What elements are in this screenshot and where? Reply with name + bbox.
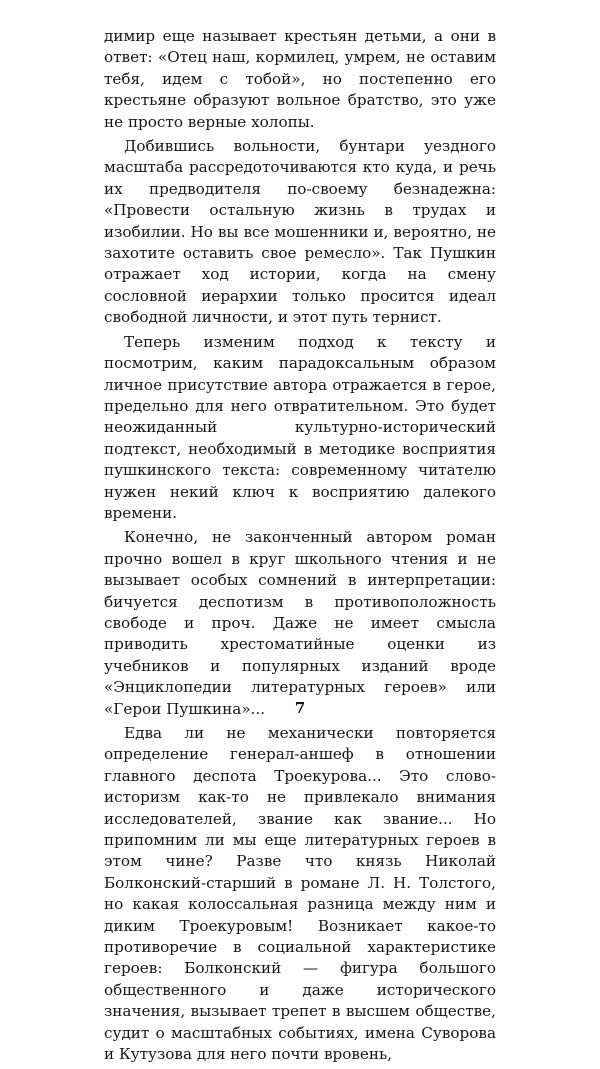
paragraph-rebels: Добившись вольности, бунтари уездного масштаба рассредоточиваются кто куда, и речь их предводителя по-своему безнадежна: «Провести остальную жизнь в трудах и изобилии. Но вы все мошенники и, вероятно, не захотите оставить свое ремесло». Так Пушкин отражает ход истории, когда на смену сословной иерархии только просится идеал свободной личности, и этот путь тернист.	[104, 137, 496, 327]
paragraph-continued: димир еще называет крестьян детьми, а они в ответ: «Отец наш, кормилец, умрем, не оставим тебя, идем с тобой», но постепенно его крестьяне образуют вольное братство, это уже не просто верные холопы.	[104, 27, 496, 131]
page-text-block	[104, 26, 496, 1069]
paragraph-general-anshef: Едва ли не механически повторяется определение генерал-аншеф в отношении главного деспота Троекурова... Это слово-историзм как-то не привлекало внимания исследователей, звание как звание... Но припомним ли мы еще литературных героев в этом чине? Разве что князь Николай Болконский-старший в романе Л. Н. Толстого, но какая колоссальная разница между ним и диким Троекуровым! Возникает какое-то противоречие в социальной характеристике героев: Болконский — фигура большого общественного и даже исторического значения, вызывает трепет в высшем обществе, судит о масштабных событиях, имена Суворова и Кутузова для него почти вровень,	[104, 724, 496, 1064]
paragraph-approach: Теперь изменим подход к тексту и посмотрим, каким парадоксальным образом личное присутствие автора отражается в герое, предельно для него отвратительном. Это будет неожиданный культурно-исторический подтекст, необходимый в методике восприятия пушкинского текста: современному читателю нужен некий ключ к восприятию далекого времени.	[104, 332, 496, 522]
paragraph-school-reading: Конечно, не законченный автором роман прочно вошел в круг школьного чтения и не вызывает особых сомнений в интерпретации: бичуется деспотизм в противоположность свободе и проч. Даже не имеет смысла приводить хрестоматийные оценки из учебников и популярных изданий вроде «Энциклопедии литературных героев» или «Герои Пушкина»...	[104, 528, 496, 718]
page-number: 7	[294, 699, 306, 717]
